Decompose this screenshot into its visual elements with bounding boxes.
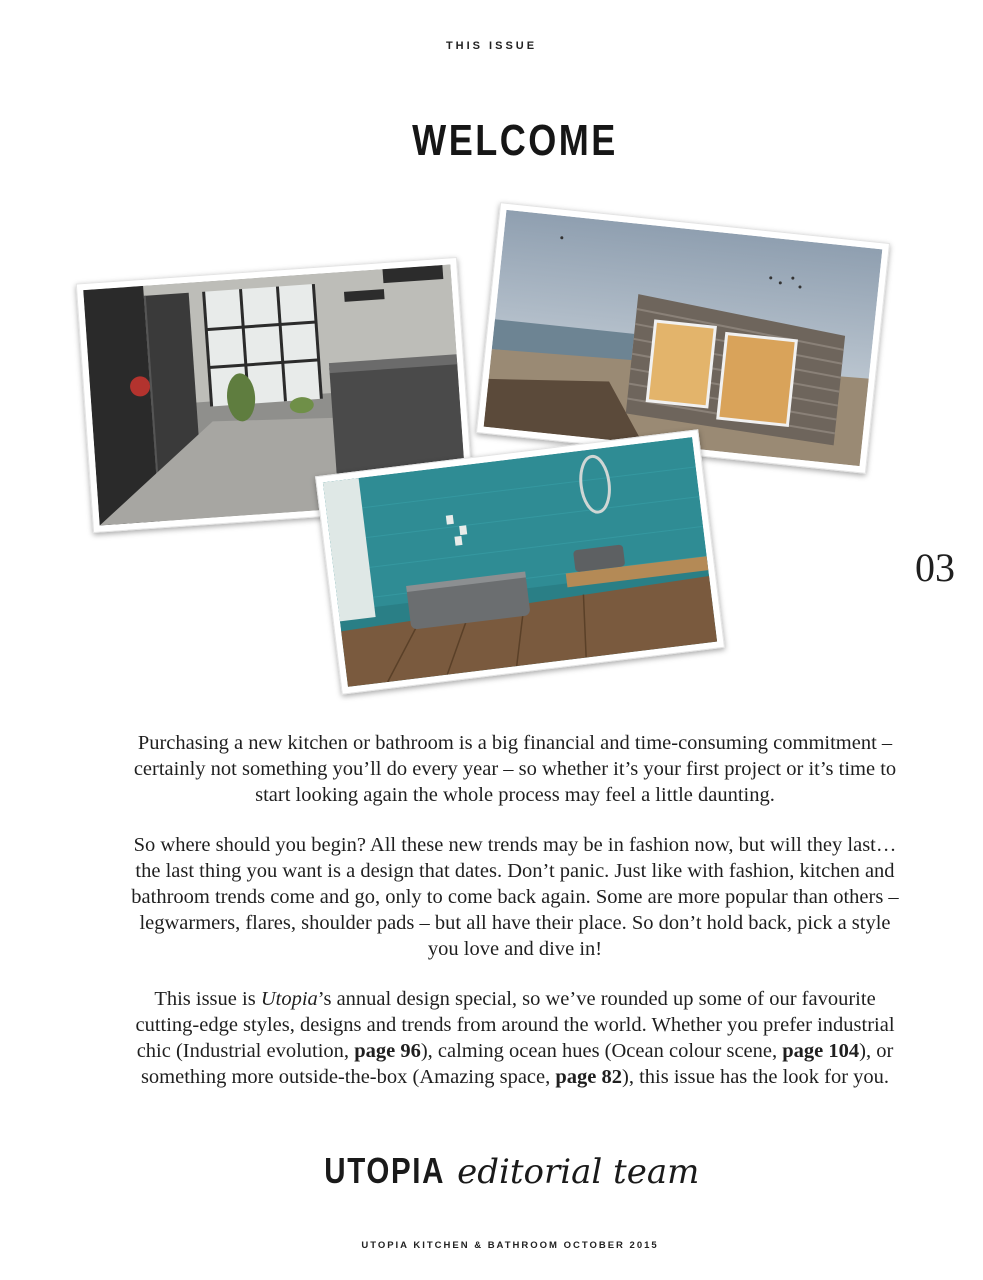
paragraph-intro: Purchasing a new kitchen or bathroom is a big financial and time-consuming commitment – certainly not something you’ll do every year – so whether it’s your first project or it’s time to start looking again the whole process may feel a little daunting. <box>133 732 897 806</box>
page-footer: UTOPIA KITCHEN & BATHROOM OCTOBER 2015 <box>361 1240 659 1251</box>
magazine-name: Utopia <box>260 988 318 1010</box>
paragraph-trends: So where should you begin? All these new trends may be in fashion now, but will they last… the last thing you want is a design that dates. Don’t panic. Just like with fashion, kitchen and bathroom trends come and go, only to come back again. Some are more popular than others – legwarmers, flares, shoulder pads – but all have their place. So don’t hold back, pick a style you love and dive in! <box>131 834 899 960</box>
page-ref-82[interactable]: page 82 <box>555 1066 623 1088</box>
paragraph-issue <box>130 986 900 1090</box>
page-number: 03 <box>915 545 955 590</box>
page-ref-104[interactable]: page 104 <box>782 1040 860 1062</box>
p3-text-3: ), calming ocean hues (Ocean colour scene, <box>420 1040 783 1062</box>
page-title: WELCOME <box>412 116 618 165</box>
section-kicker: THIS ISSUE <box>445 40 538 52</box>
teal-bathroom-photo <box>315 429 725 694</box>
signature-brand: UTOPIA <box>323 1150 445 1191</box>
signature <box>0 1150 983 1192</box>
p3-text-2: ’s annual design special, so we’ve rounded up some of our favourite cutting-edge styles, designs and trends from around the world. Whether you prefer industrial chic (Industrial evolution, <box>135 988 895 1062</box>
p3-text-5: ), this issue has the look for you. <box>622 1066 890 1088</box>
p3-text-4: ), or something more outside-the-box (Amazing space, <box>140 1040 894 1088</box>
article-body <box>130 730 900 1114</box>
signature-script: editorial team <box>457 1152 700 1192</box>
page-ref-96[interactable]: page 96 <box>354 1040 421 1062</box>
p3-text-1: This issue is <box>154 988 261 1010</box>
